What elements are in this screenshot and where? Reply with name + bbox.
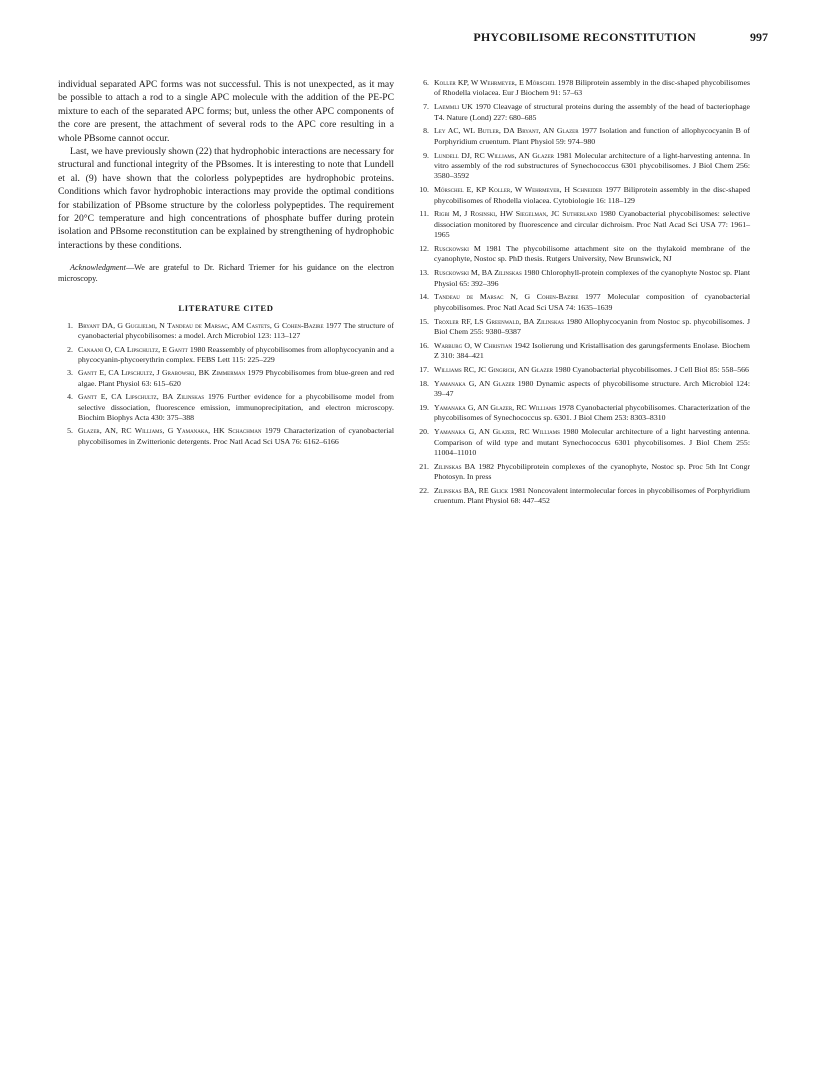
reference-authors: Tandeau de Marsac N, G Cohen-Bazire (434, 292, 579, 302)
reference-authors: Yamanaka G, AN Glazer (434, 378, 515, 388)
reference-item (414, 209, 750, 240)
reference-item (414, 427, 750, 458)
reference-text: 1976 Further evidence for a phycobilisome model from selective dissociation, fluorescence emission, immunoprecipitation, and electron microscopy. Biochim Biophys Acta 430: 375–388 (78, 392, 394, 422)
reference-item (414, 244, 750, 265)
reference-number: 15. (419, 316, 429, 326)
reference-authors: Zilinskas BA, RE Glick (434, 486, 509, 496)
reference-text: 1942 Isolierung und Kristallisation des garungsferments Enolase. Biochem Z 310: 384–421 (434, 340, 750, 361)
page-number: 997 (750, 30, 768, 44)
reference-number: 8. (423, 126, 429, 136)
reference-text: 1977 Biliprotein assembly in the disc-shaped phycobilisomes of Rhodella violacea. Cytobiologie 16: 118–129 (434, 185, 750, 205)
reference-item (414, 462, 750, 483)
right-column (414, 78, 750, 510)
literature-cited-heading: LITERATURE CITED (178, 302, 274, 313)
reference-list (414, 78, 750, 507)
left-column (58, 78, 394, 450)
reference-item (58, 368, 394, 389)
reference-authors: Yamanaka G, AN Glazer, RC Williams (434, 427, 560, 437)
reference-authors: Zilinskas BA (434, 461, 476, 471)
body-paragraph: Last, we have previously shown (22) that hydrophobic interactions are necessary for structural and functional integrity of the PBsomes. It is interesting to note that Lundell et al. (9) have shown that the colorless polypeptides are hydrophobic proteins. Conditions which favor hydrophobic interactions may provide the optimal conditions for stabilization of PBsome structure by the colorless polypeptides. The requirement for 20°C temperature and high concentrations of phosphate buffer during protein isolation and PBsome reconstitution can be explained by strengthening of hydrophobic interactions by these conditions. (58, 146, 394, 251)
reference-item (58, 321, 394, 342)
reference-authors: Rusckowski M (434, 244, 481, 254)
reference-text: 1979 Phycobilisomes from blue-green and red algae. Plant Physiol 63: 615–620 (78, 368, 395, 388)
reference-number: 16. (419, 340, 429, 350)
reference-number: 13. (419, 268, 429, 278)
reference-item (58, 345, 394, 366)
reference-number: 9. (423, 150, 429, 160)
reference-text: 1980 Dynamic aspects of phycobilisome structure. Arch Microbiol 124: 39–47 (434, 378, 750, 399)
reference-text: 1980 Chlorophyll-protein complexes of the cyanophyte Nostoc sp. Plant Physiol 65: 392–396 (434, 268, 750, 288)
reference-number: 2. (67, 344, 73, 354)
acknowledgment-text: —We are grateful to Dr. Richard Triemer for his guidance on the electron microscopy. (58, 263, 394, 284)
reference-authors: Bryant DA, G Guglielmi, N Tandeau de Marsac, AM Castets, G Cohen-Bazire (78, 320, 324, 330)
reference-authors: Rusckowski M, BA Zilinskas (434, 268, 522, 278)
acknowledgment (58, 262, 394, 284)
reference-number: 14. (419, 292, 429, 302)
reference-authors: Gantt E, CA Lipschultz, J Grabowski, BK Zimmerman (78, 368, 246, 378)
reference-number: 7. (423, 102, 429, 112)
reference-text: 1977 Isolation and function of allophycocyanin B of Porphyridium cruentum. Plant Physiol 59: 974–980 (434, 126, 750, 146)
reference-item (414, 317, 750, 338)
reference-authors: Mörschel E, KP Koller, W Wehrmeyer, H Schneider (434, 185, 603, 195)
reference-item (414, 102, 750, 123)
reference-item (414, 78, 750, 99)
reference-text: 1970 Cleavage of structural proteins during the assembly of the head of bacteriophage T4. Nature (Lond) 227: 680–685 (434, 102, 751, 122)
reference-number: 20. (419, 427, 429, 437)
body-paragraph: individual separated APC forms was not successful. This is not unexpected, as it may be possible to attach a rod to a single APC molecule with the addition of the PE-PC mixture to each of the separated APC forms; but, unless the other APC components of the core are present, the attachment of several rods to the APC core resulting in a whole PBsome cannot occur. (58, 79, 394, 144)
reference-item (414, 185, 750, 206)
reference-number: 19. (419, 403, 429, 413)
reference-text: 1977 The structure of cyanobacterial phycobilisomes: a model. Arch Microbiol 123: 113–127 (78, 320, 395, 341)
reference-item (414, 403, 750, 424)
reference-list (58, 321, 394, 447)
reference-text: 1980 Cyanobacterial phycobilisomes. J Cell Biol 85: 558–566 (554, 365, 749, 375)
reference-number: 22. (419, 486, 429, 496)
reference-item (414, 341, 750, 362)
reference-number: 11. (419, 209, 429, 219)
reference-text: 1977 Molecular composition of cyanobacterial phycobilisomes. Proc Natl Acad Sci USA 74: 1635–1639 (434, 292, 751, 312)
reference-authors: Troxler RF, LS Greenwald, BA Zilinskas (434, 316, 564, 326)
reference-authors: Williams RC, JC Gingrich, AN Glazer (434, 365, 553, 375)
reference-item (414, 268, 750, 289)
reference-number: 3. (67, 368, 73, 378)
reference-authors: Ley AC, WL Butler, DA Bryant, AN Glazer (434, 126, 579, 136)
reference-number: 17. (419, 365, 429, 375)
reference-item (414, 126, 750, 147)
reference-item (414, 151, 750, 182)
reference-authors: Glazer, AN, RC Williams, G Yamanaka, HK Schachman (78, 426, 262, 436)
reference-text: 1981 The phycobilisome attachment site on the thylakoid membrane of the cyanophyte, Nostoc sp. PhD thesis. Rutgers University, New Brunswick, NJ (434, 244, 750, 264)
reference-item (414, 379, 750, 400)
reference-text: 1980 Cyanobacterial phycobilisomes: selective dissociation monitored by fluorescence and circular dichroism. Proc Natl Acad Sci USA 77: 1961–1965 (434, 209, 750, 240)
page-header (60, 30, 768, 48)
reference-item (414, 365, 750, 375)
reference-text: 1980 Reassembly of phycobilisomes from allophycocyanin and a phycocyanin-phycoerythrin complex. FEBS Lett 115: 225–229 (78, 344, 394, 364)
reference-item (58, 426, 394, 447)
reference-authors: Yamanaka G, AN Glazer, RC Williams (434, 403, 557, 413)
reference-text: 1978 Cyanobacterial phycobilisomes. Characterization of the phycobilisomes of Synechococcus sp. 6301. J Biol Chem 253: 8303–8310 (434, 403, 751, 423)
reference-text: 1978 Biliprotein assembly in the disc-shaped phycobilisomes of Rhodella violacea. Eur J Biochem 91: 57–63 (434, 78, 750, 98)
reference-authors: Laemmli UK (434, 102, 473, 112)
reference-number: 12. (419, 244, 429, 254)
running-title: PHYCOBILISOME RECONSTITUTION (473, 30, 696, 44)
reference-authors: Warburg O, W Christian (434, 340, 513, 350)
reference-item (414, 292, 750, 313)
reference-number: 10. (419, 185, 429, 195)
reference-number: 21. (419, 461, 429, 471)
reference-text: 1979 Characterization of cyanobacterial phycobilisomes in Zwitterionic detergents. Proc Natl Acad Sci USA 76: 6162–6166 (78, 426, 395, 446)
acknowledgment-label: Acknowledgment (70, 263, 126, 273)
reference-number: 18. (419, 378, 429, 388)
reference-item (58, 392, 394, 423)
reference-authors: Gantt E, CA Lipschultz, BA Zilinskas (78, 392, 205, 402)
reference-text: 1980 Molecular architecture of a light harvesting antenna. Comparison of wild type and mutant Synechococcus 6301 phycobilisomes. J Biol Chem 255: 11004–11010 (434, 427, 750, 458)
reference-text: 1982 Phycobiliprotein complexes of the cyanophyte, Nostoc sp. Proc 5th Int Congr Photosyn. In press (434, 461, 751, 482)
reference-text: 1980 Allophycocyanin from Nostoc sp. phycobilisomes. J Biol Chem 255: 9380–9387 (434, 316, 750, 337)
reference-text: 1981 Noncovalent intermolecular forces in phycobilisomes of Porphyridium cruentum. Plant Physiol 68: 447–452 (434, 486, 750, 506)
reference-authors: Rigbi M, J Rosinski, HW Siegelman, JC Sutherland (434, 209, 598, 219)
reference-number: 4. (67, 392, 73, 402)
reference-authors: Canaani O, CA Lipschultz, E Gantt (78, 344, 188, 354)
reference-authors: Lundell DJ, RC Williams, AN Glazer (434, 150, 554, 160)
reference-item (414, 486, 750, 507)
reference-authors: Koller KP, W Wehrmeyer, E Mörschel (434, 78, 556, 87)
reference-number: 6. (423, 78, 429, 87)
reference-text: 1981 Molecular architecture of a light-harvesting antenna. In vitro assembly of the rod substructures of Synechococcus 6301 phycobilisomes. J Biol Chem 256: 3580–3592 (434, 150, 750, 181)
reference-number: 1. (67, 320, 73, 330)
reference-number: 5. (67, 426, 73, 436)
